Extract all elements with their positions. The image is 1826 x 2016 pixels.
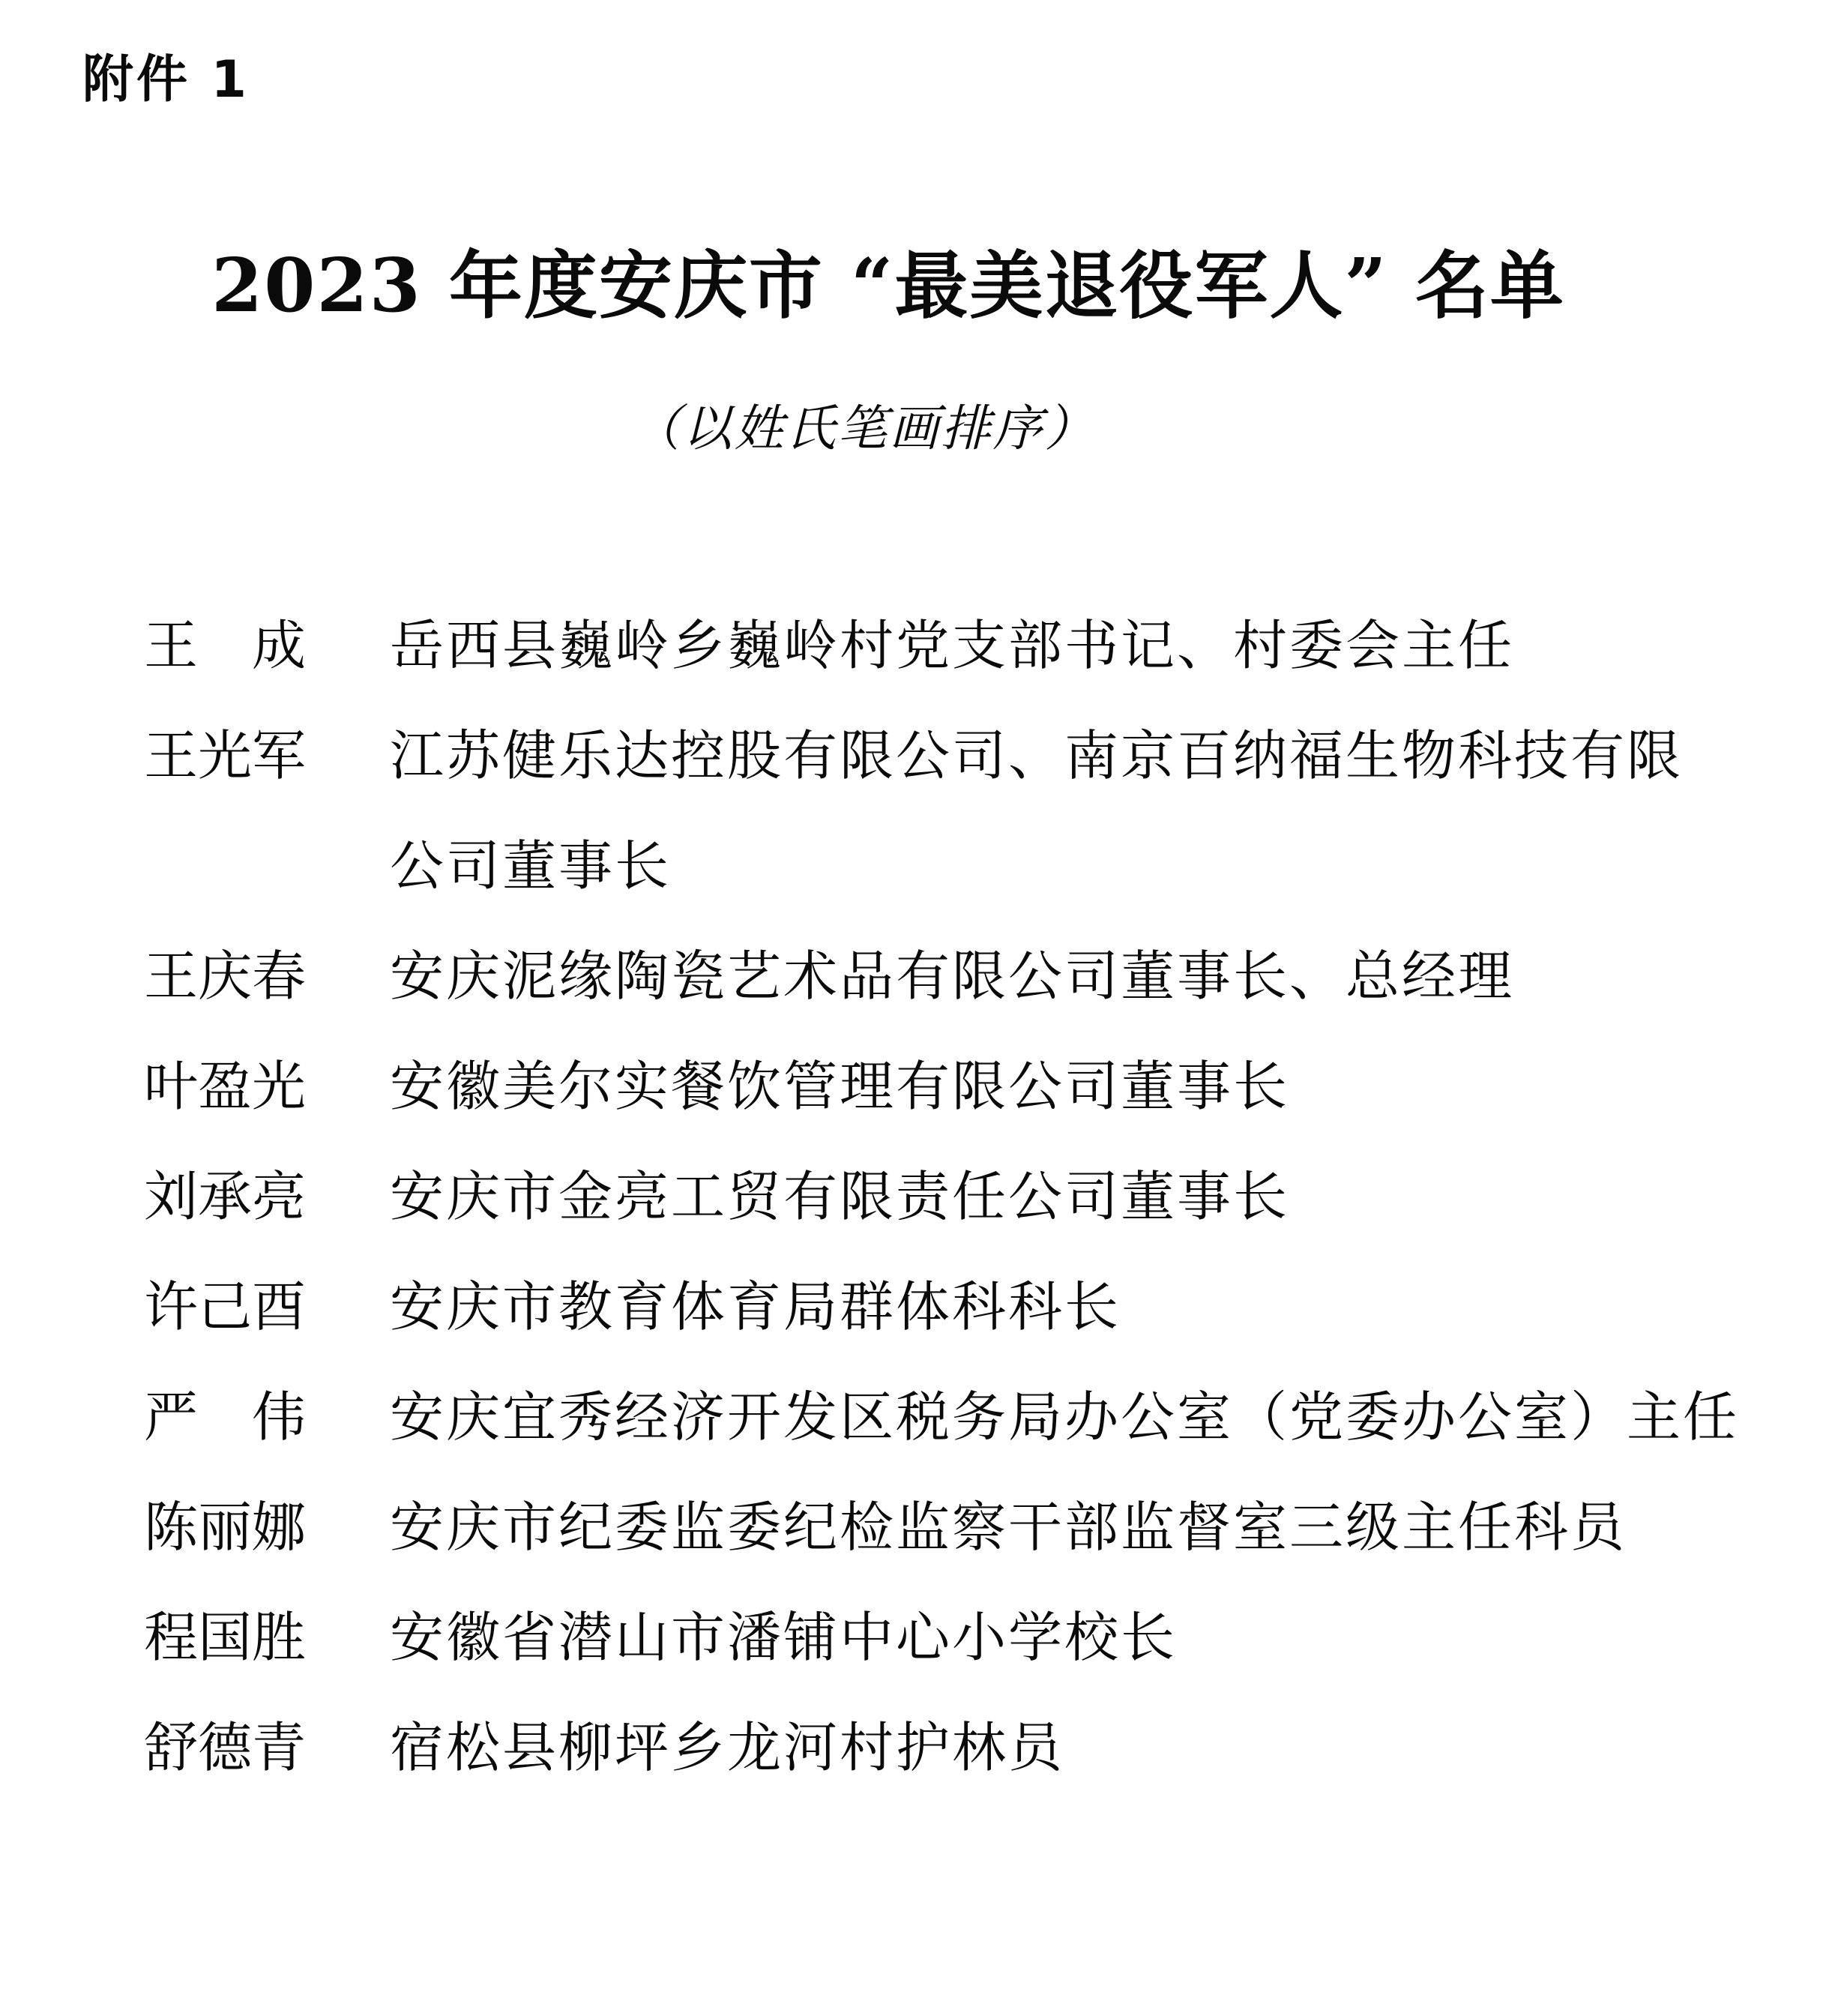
list-item — [144, 1472, 1781, 1583]
position-line: 安徽美尔实餐饮管理有限公司董事长 — [390, 1055, 1290, 1118]
honoree-position — [390, 1362, 1781, 1472]
honoree-name: 许己酉 — [144, 1275, 307, 1338]
honoree-name: 程国胜 — [144, 1606, 307, 1669]
list-item — [144, 1693, 1781, 1803]
position-line: 安庆市金亮工贸有限责任公司董事长 — [390, 1165, 1290, 1228]
position-line: 公司董事长 — [390, 834, 672, 897]
list-item — [144, 1252, 1781, 1362]
honoree-position — [390, 1472, 1781, 1583]
honoree-name: 王 成 — [144, 614, 307, 677]
position-line: 宿松县柳坪乡龙河村护林员 — [390, 1716, 1065, 1779]
honoree-position — [390, 1583, 1781, 1693]
position-line: 岳西县巍岭乡巍岭村党支部书记、村委会主任 — [390, 614, 1515, 677]
honoree-name: 陈丽娜 — [144, 1496, 307, 1559]
honoree-position — [390, 701, 1781, 921]
position-line: 安徽省潜山市潘铺中心小学校长 — [390, 1606, 1178, 1669]
position-line: 江苏健乐达控股有限公司、南京百纳福生物科技有限 — [390, 724, 1684, 787]
position-line: 安庆泥缘陶瓷艺术品有限公司董事长、总经理 — [390, 945, 1515, 1008]
list-item — [144, 1362, 1781, 1472]
list-item — [144, 1583, 1781, 1693]
subtitle-sort-note: （以姓氏笔画排序） — [630, 400, 1097, 457]
honoree-position — [390, 1693, 1781, 1803]
page-title: 2023 年度安庆市 “最美退役军人” 名单 — [211, 243, 1565, 329]
honoree-position — [390, 921, 1781, 1032]
position-line: 安庆市教育体育局群体科科长 — [390, 1275, 1121, 1338]
list-item — [144, 921, 1781, 1032]
honoree-name: 王光军 — [144, 724, 307, 787]
honoree-name: 刘承亮 — [144, 1165, 307, 1228]
honoree-position — [390, 591, 1781, 701]
honoree-list — [144, 591, 1781, 1803]
honoree-name: 舒德青 — [144, 1716, 307, 1779]
position-line: 安庆宜秀经济开发区税务局办公室（党委办公室）主任 — [390, 1385, 1740, 1448]
honoree-position — [390, 1142, 1781, 1252]
list-item — [144, 591, 1781, 701]
list-item — [144, 1142, 1781, 1252]
position-line: 安庆市纪委监委纪检监察干部监督室三级主任科员 — [390, 1496, 1627, 1559]
list-item — [144, 1032, 1781, 1142]
honoree-position — [390, 1252, 1781, 1362]
honoree-name: 严 伟 — [144, 1385, 307, 1448]
attachment-label: 附件 1 — [82, 50, 250, 109]
honoree-name: 王庆春 — [144, 945, 307, 1008]
honoree-name: 叶盈光 — [144, 1055, 307, 1118]
honoree-position — [390, 1032, 1781, 1142]
list-item — [144, 701, 1781, 921]
